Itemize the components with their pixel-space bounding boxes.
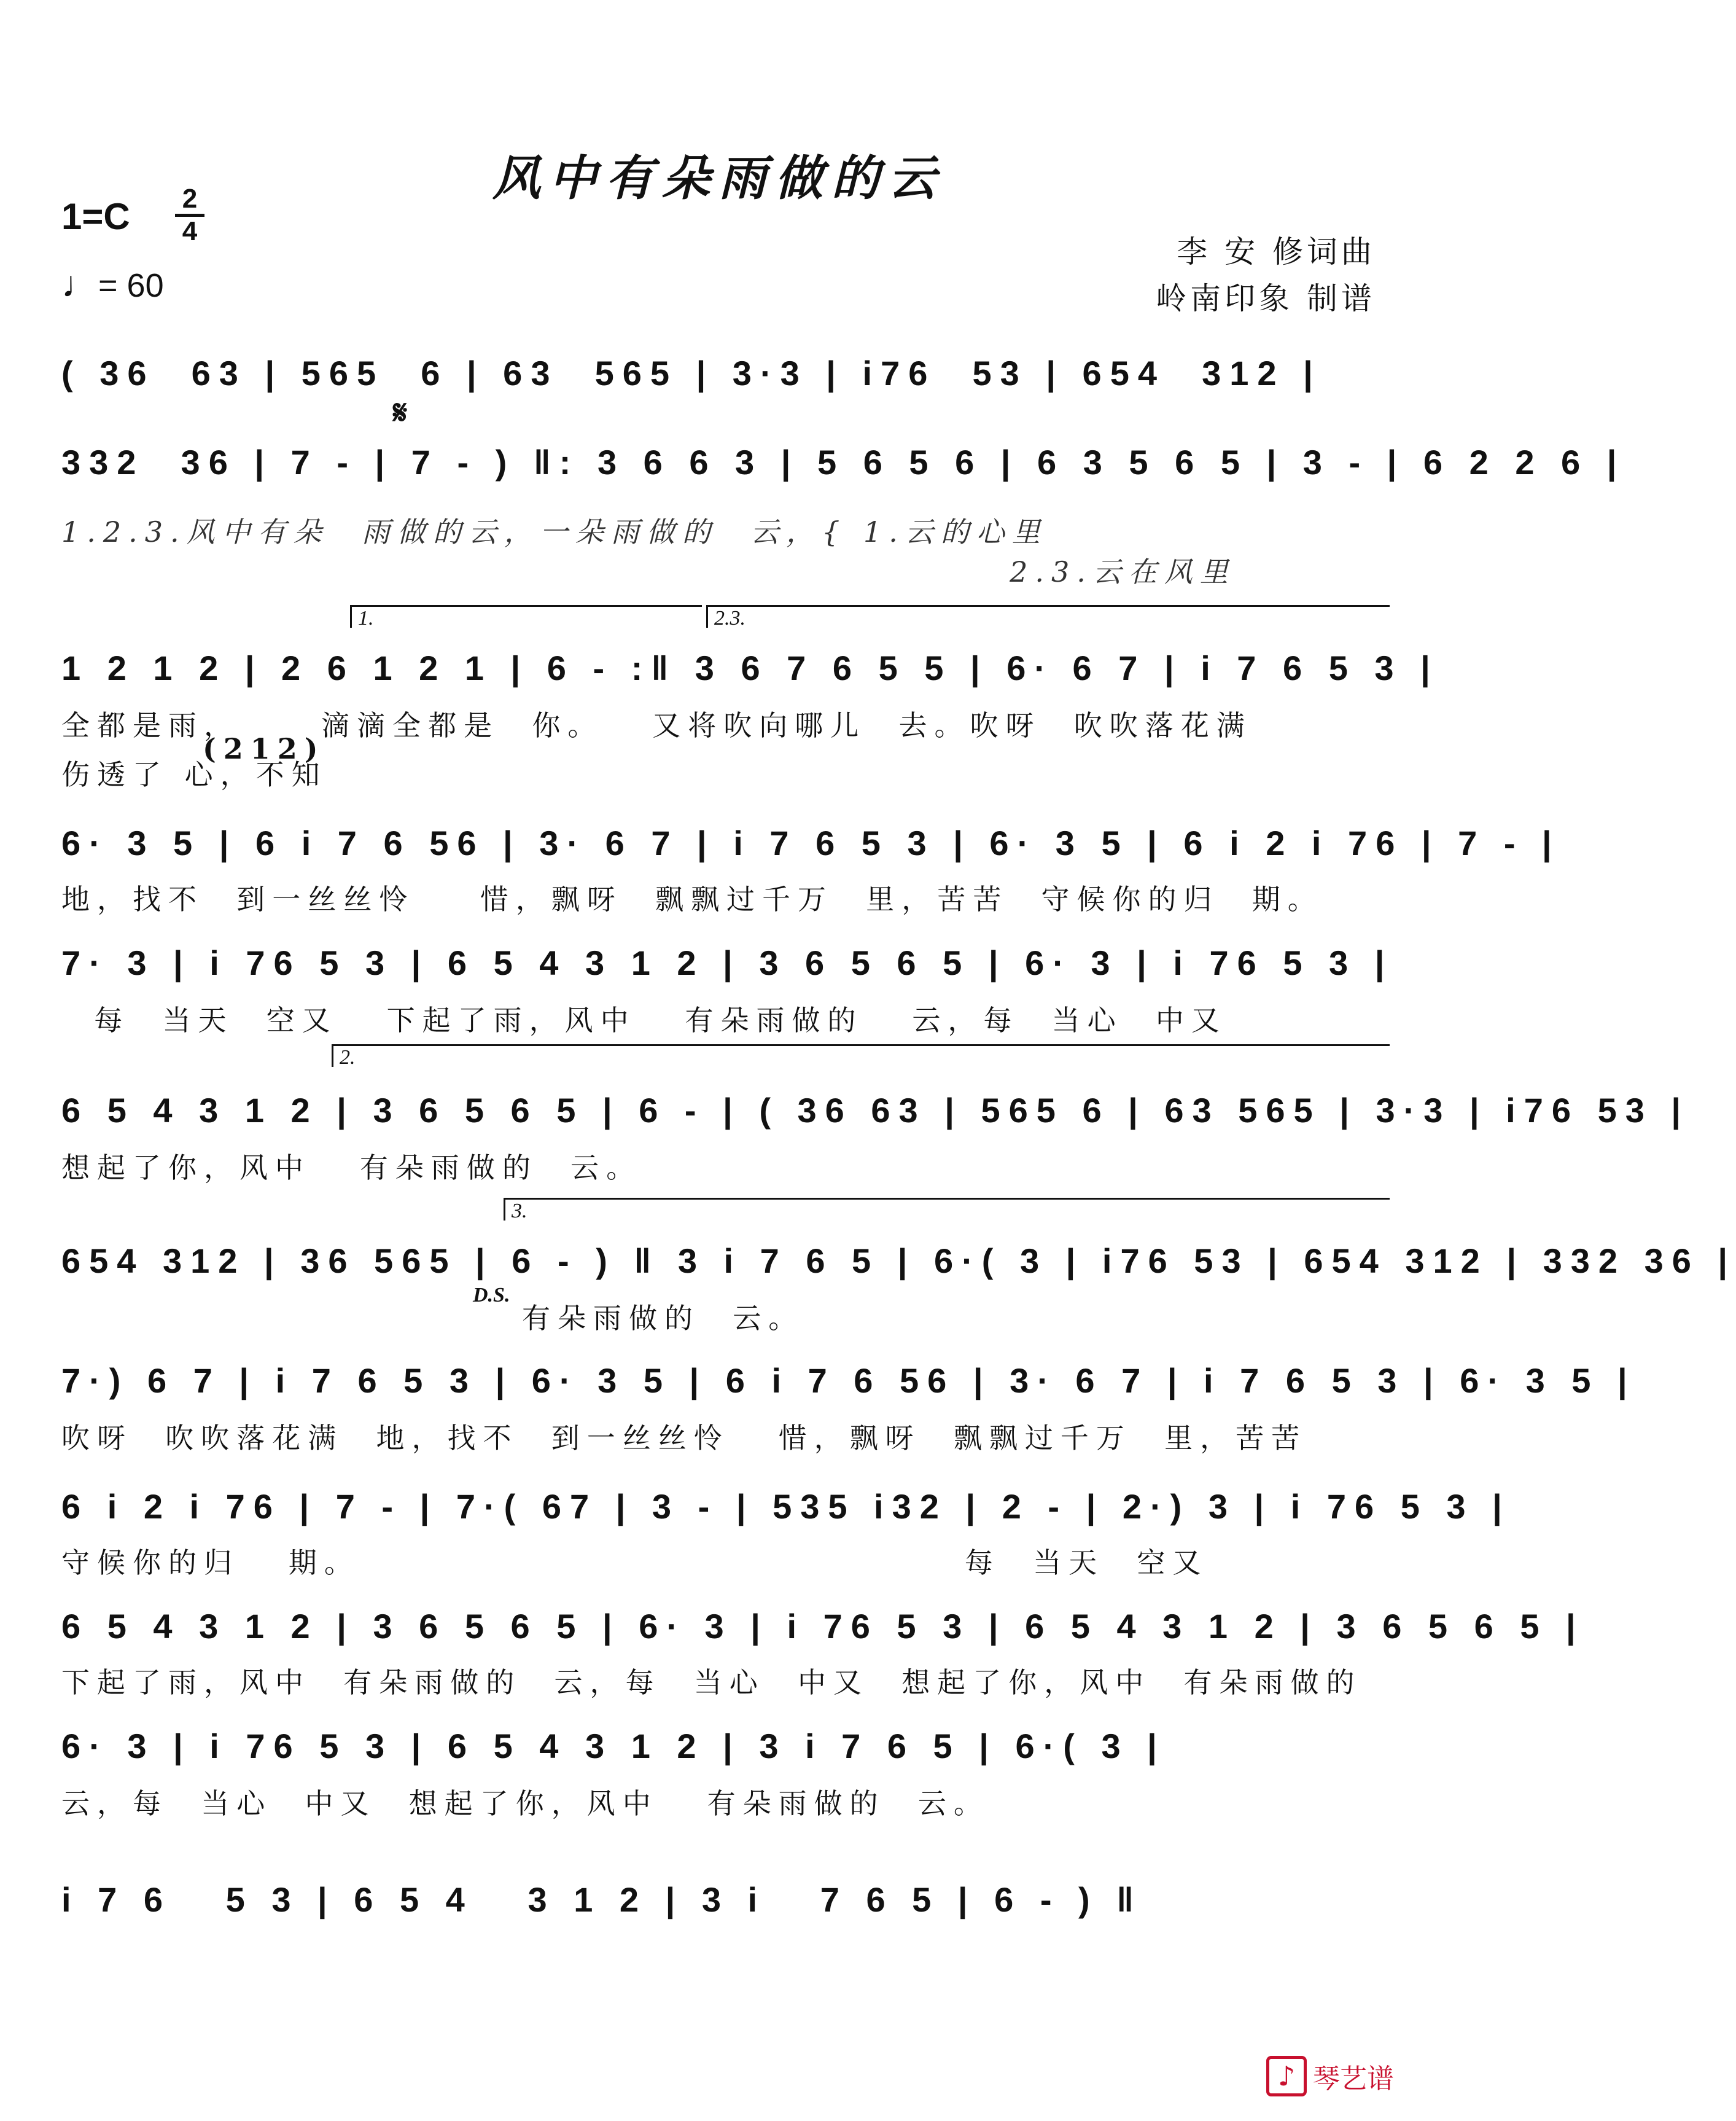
score-line-3 xyxy=(61,648,1439,709)
jianpu-notes: ( 36 63 | 565 6 | 63 565 | 3·3 | i76 53 | 654 312 | xyxy=(61,354,1321,393)
volta-2: 2. xyxy=(332,1044,1390,1067)
score-line-6 xyxy=(61,1090,1690,1152)
key-signature: 1=C xyxy=(61,196,130,237)
lyrics-line: 云，每 当心 中又 想起了你，风中 有朵雨做的 云。 xyxy=(61,1787,989,1820)
quarter-note-icon: ♩ xyxy=(61,264,98,305)
score-line-1 xyxy=(61,353,1382,415)
lyrics-line: 伤透了 心，不知 xyxy=(61,758,327,791)
tempo-marking xyxy=(61,263,164,305)
watermark-text: 琴艺谱 xyxy=(1313,2063,1394,2095)
arranger-credit: 岭南印象 制谱 xyxy=(1156,281,1376,316)
lyrics-line: 下起了雨，风中 有朵雨做的 云，每 当心 中又 想起了你，风中 有朵雨做的 xyxy=(61,1666,1362,1699)
score-line-4 xyxy=(61,823,1560,885)
volta-1: 1. xyxy=(350,605,702,628)
score-line-11 xyxy=(61,1726,1382,1787)
ds-mark: D.S. xyxy=(473,1284,510,1307)
logo-icon: ♪ xyxy=(1266,2056,1307,2096)
score-line-5 xyxy=(61,943,1393,1004)
tempo-value: = 60 xyxy=(98,267,164,304)
lyrics-line: 地，找不 到一丝丝怜 惜，飘呀 飘飘过千万 里，苦苦 守候你的归 期。 xyxy=(61,883,1323,916)
meter-bottom: 4 xyxy=(182,216,198,246)
lyrics-line: 有朵雨做的 云。 xyxy=(522,1302,804,1335)
watermark xyxy=(1266,2056,1394,2096)
lyrics-line: 1.2.3.风中有朵 雨做的云，一朵雨做的 云，{ 1.云的心里 xyxy=(61,515,1048,549)
lyrics-line: 全都是雨， 滴滴全都是 你。 又将吹向哪儿 去。吹呀 吹吹落花满 xyxy=(61,709,1252,742)
jianpu-notes: 332 36 | 7 - | 7 - ) ‖: 3 6 6 3 | 5 6 5 6 | 6 3 5 6 5 | 3 - | 6 2 2 6 | xyxy=(61,443,1625,482)
jianpu-notes: 6· 3 5 | 6 i 7 6 56 | 3· 6 7 | i 7 6 5 3 | 6· 3 5 | 6 i 2 i 76 | 7 - | xyxy=(61,824,1560,862)
score-line-2 xyxy=(61,442,1625,504)
jianpu-notes: 6 i 2 i 76 | 7 - | 7·( 67 | 3 - | 535 i32 | 2 - | 2·) 3 | i 76 5 3 | xyxy=(61,1487,1511,1526)
jianpu-notes: 654 312 | 36 565 | 6 - ) ‖ 3 i 7 6 5 | 6·( 3 | i76 53 | 654 312 | 332 36 | xyxy=(61,1241,1736,1280)
segno-mark: 𝄋 xyxy=(393,393,408,432)
jianpu-notes: 7·) 6 7 | i 7 6 5 3 | 6· 3 5 | 6 i 7 6 56 | 3· 6 7 | i 7 6 5 3 | 6· 3 5 | xyxy=(61,1361,1636,1400)
lyrics-line: 每 当天 空又 下起了雨，风中 有朵雨做的 云，每 当心 中又 xyxy=(61,1004,1227,1037)
jianpu-notes: 7· 3 | i 76 5 3 | 6 5 4 3 1 2 | 3 6 5 6 5 | 6· 3 | i 76 5 3 | xyxy=(61,943,1393,982)
score-line-8 xyxy=(61,1361,1636,1422)
lyrics-line: 想起了你，风中 有朵雨做的 云。 xyxy=(61,1151,642,1184)
volta-3: 3. xyxy=(504,1198,1390,1221)
jianpu-notes: 6· 3 | i 76 5 3 | 6 5 4 3 1 2 | 3 i 7 6 5 | 6·( 3 | xyxy=(61,1727,1166,1765)
jianpu-notes: 6 5 4 3 1 2 | 3 6 5 6 5 | 6· 3 | i 76 5 3 | 6 5 4 3 1 2 | 3 6 5 6 5 | xyxy=(61,1607,1584,1646)
jianpu-notes: 1 2 1 2 | 2 6 1 2 1 | 6 - :‖ 3 6 7 6 5 5 | 6· 6 7 | i 7 6 5 3 | xyxy=(61,649,1439,687)
lyrics-line: 2.3.云在风里 xyxy=(61,555,1236,588)
score-line-7 xyxy=(61,1241,1736,1302)
lyricist-credit: 李 安 修词曲 xyxy=(1177,234,1376,270)
time-signature xyxy=(175,186,204,245)
song-title: 风中有朵雨做的云 xyxy=(492,150,944,206)
lyrics-line: 吹呀 吹吹落花满 地，找不 到一丝丝怜 惜，飘呀 飘飘过千万 里，苦苦 xyxy=(61,1421,1307,1455)
volta-2-3: 2.3. xyxy=(706,605,1390,628)
meter-top: 2 xyxy=(182,184,198,214)
score-line-9 xyxy=(61,1486,1511,1548)
score-line-12 xyxy=(61,1880,1382,1941)
jianpu-notes: i 7 6 5 3 | 6 5 4 3 1 2 | 3 i 7 6 5 | 6 - ) ‖ xyxy=(61,1880,1143,1919)
jianpu-notes: 6 5 4 3 1 2 | 3 6 5 6 5 | 6 - | ( 36 63 | 565 6 | 63 565 | 3·3 | i76 53 | xyxy=(61,1091,1690,1130)
small-note-group: (212) xyxy=(203,732,325,765)
lyrics-line: 守候你的归 期。 每 当天 空又 xyxy=(61,1546,1209,1579)
score-line-10 xyxy=(61,1606,1584,1668)
